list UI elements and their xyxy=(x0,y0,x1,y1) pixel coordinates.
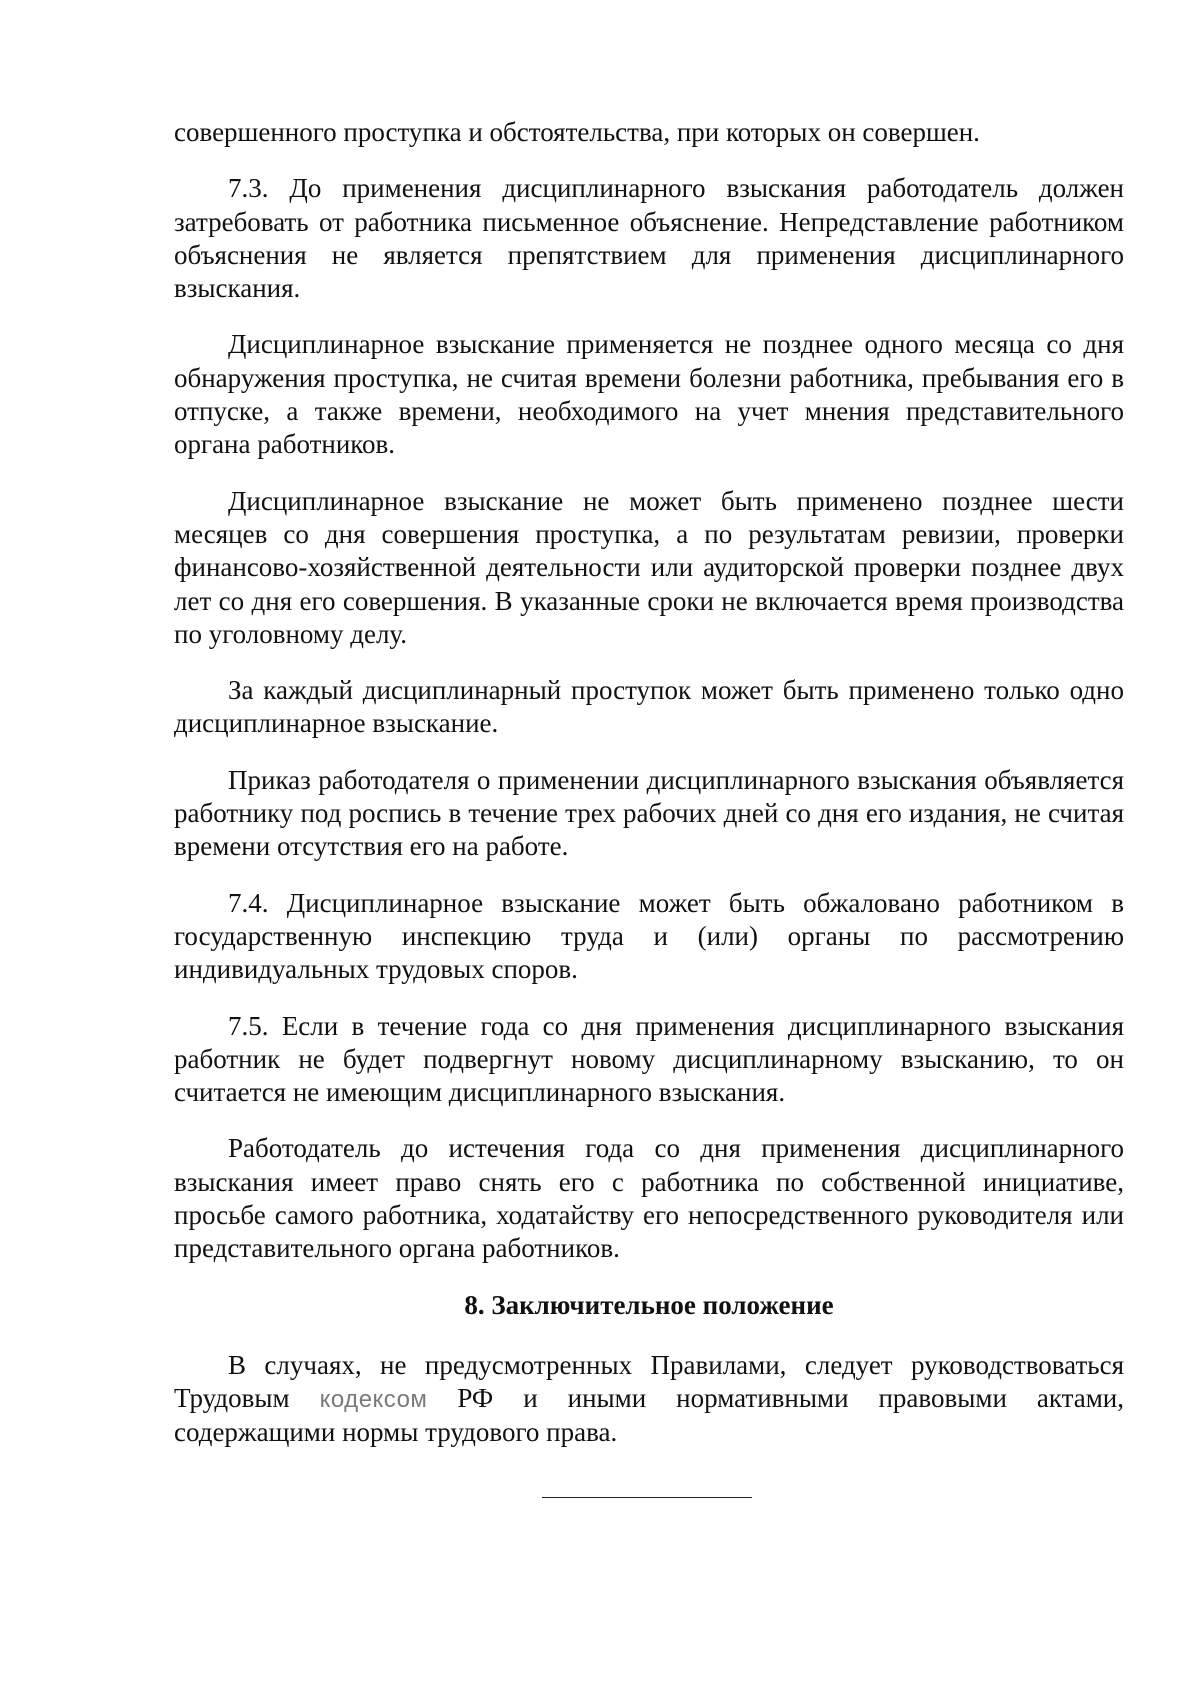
document-body xyxy=(174,116,1124,1473)
paragraph-early-removal: Работодатель до истечения года со дня применения дисциплинарного взыскания имеет право снять его с работника по собственной инициативе, просьбе самого работника, ходатайству его непосредственного руководителя или представительного органа работников. xyxy=(174,1133,1124,1264)
section-heading: 8. Заключительное положение xyxy=(464,1289,834,1320)
paragraph-7-5: 7.5. Если в течение года со дня применения дисциплинарного взыскания работник не будет подвергнут новому дисциплинарному взысканию, то он считается не имеющим дисциплинарного взыскания. xyxy=(174,1010,1124,1108)
paragraph-7-4: 7.4. Дисциплинарное взыскание может быть обжаловано работником в государственную инспекцию труда и (или) органы по рассмотрению индивидуальных трудовых споров. xyxy=(174,887,1124,985)
paragraph-7-3: 7.3. До применения дисциплинарного взыскания работодатель должен затребовать от работника письменное объяснение. Непредставление работником объяснения не является препятствием для применения дисциплинарного взыскания. xyxy=(174,173,1124,304)
final-text-before: В случаях, не предусмотренных Правилами, следует руководствоваться Трудовым xyxy=(174,1349,1124,1413)
paragraph-one-penalty: За каждый дисциплинарный проступок может быть применено только одно дисциплинарное взыскание. xyxy=(174,675,1124,739)
paragraph-final xyxy=(174,1349,1124,1450)
final-text-after: РФ и иными нормативными правовыми актами, содержащими нормы трудового права. xyxy=(174,1382,1125,1448)
paragraph-six-month-term: Дисциплинарное взыскание не может быть применено позднее шести месяцев со дня совершения проступка, а по результатам ревизии, проверки финансово-хозяйственной деятельности или аудиторской проверки позднее двух лет со дня его совершения. В указанные сроки не включается время производства по уголовному делу. xyxy=(174,485,1124,649)
paragraph-one-month-term: Дисциплинарное взыскание применяется не позднее одного месяца со дня обнаружения проступка, не считая времени болезни работника, пребывания его в отпуске, а также времени, необходимого на учет мнения представительного органа работников. xyxy=(174,329,1124,460)
end-rule-divider xyxy=(542,1497,752,1498)
paragraph-continuation: совершенного проступка и обстоятельства, при которых он совершен. xyxy=(174,117,980,147)
final-text-code-link[interactable]: кодексом xyxy=(319,1385,428,1413)
paragraph-order-announcement: Приказ работодателя о применении дисциплинарного взыскания объявляется работнику под роспись в течение трех рабочих дней со дня его издания, не считая времени отсутствия его на работе. xyxy=(174,764,1124,862)
